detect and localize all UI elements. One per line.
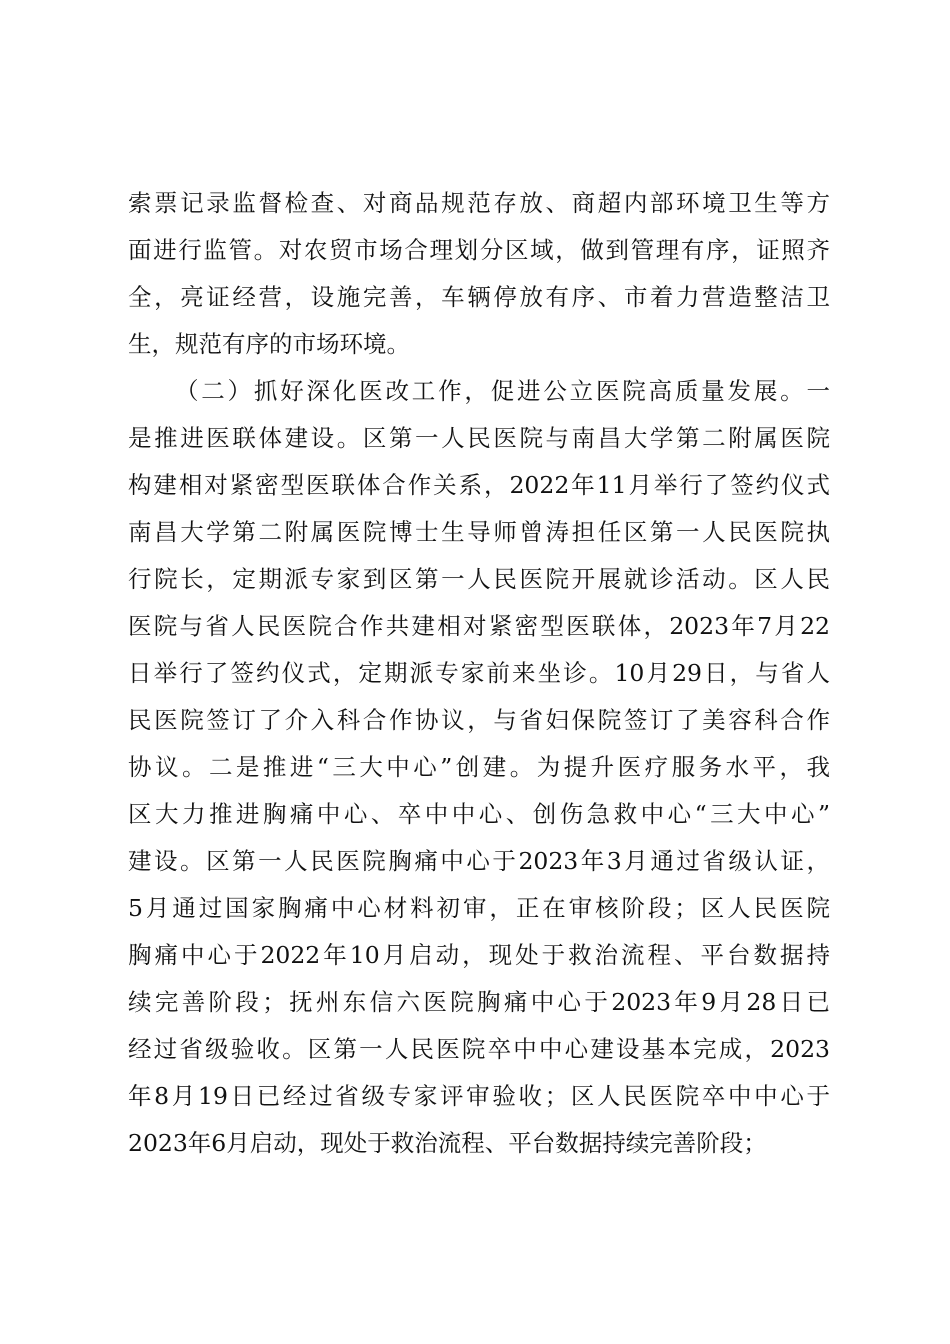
text-line: 年8月19日已经过省级专家评审验收；区人民医院卒中中心于: [128, 1082, 830, 1110]
section-heading-line: （二）抓好深化医改工作，促进公立医院高质量发展。一: [175, 377, 830, 405]
text-line: 医院与省人民医院合作共建相对紧密型医联体，2023年7月22: [128, 612, 830, 640]
text-line: 建设。区第一人民医院胸痛中心于2023年3月通过省级认证，: [128, 847, 830, 875]
text-line: 民医院签订了介入科合作协议，与省妇保院签订了美容科合作: [128, 706, 830, 734]
text-line: 行院长，定期派专家到区第一人民医院开展就诊活动。区人民: [128, 565, 830, 593]
text-line: 是推进医联体建设。区第一人民医院与南昌大学第二附属医院: [128, 424, 830, 452]
body-text: [128, 180, 830, 1167]
text-line: 经过省级验收。区第一人民医院卒中中心建设基本完成，2023: [128, 1035, 830, 1063]
text-line: 南昌大学第二附属医院博士生导师曾涛担任区第一人民医院执: [128, 518, 830, 546]
text-line: 生，规范有序的市场环境。: [128, 330, 410, 358]
text-line: 索票记录监督检查、对商品规范存放、商超内部环境卫生等方: [128, 189, 830, 217]
text-line: 面进行监管。对农贸市场合理划分区域，做到管理有序，证照齐: [128, 236, 830, 264]
text-line: 日举行了签约仪式，定期派专家前来坐诊。10月29日，与省人: [128, 659, 830, 687]
text-line: 胸痛中心于2022年10月启动，现处于救治流程、平台数据持: [128, 941, 830, 969]
text-line: 全，亮证经营，设施完善，车辆停放有序、市着力营造整洁卫: [128, 283, 830, 311]
text-line: 协议。二是推进“三大中心”创建。为提升医疗服务水平，我: [128, 753, 830, 781]
text-line: 2023年6月启动，现处于救治流程、平台数据持续完善阶段；: [128, 1129, 767, 1157]
text-line: 5月通过国家胸痛中心材料初审，正在审核阶段；区人民医院: [128, 894, 830, 922]
text-line: 构建相对紧密型医联体合作关系，2022年11月举行了签约仪式: [128, 471, 830, 499]
text-line: 续完善阶段；抚州东信六医院胸痛中心于2023年9月28日已: [128, 988, 830, 1016]
text-line: 区大力推进胸痛中心、卒中中心、创伤急救中心“三大中心”: [128, 800, 830, 828]
